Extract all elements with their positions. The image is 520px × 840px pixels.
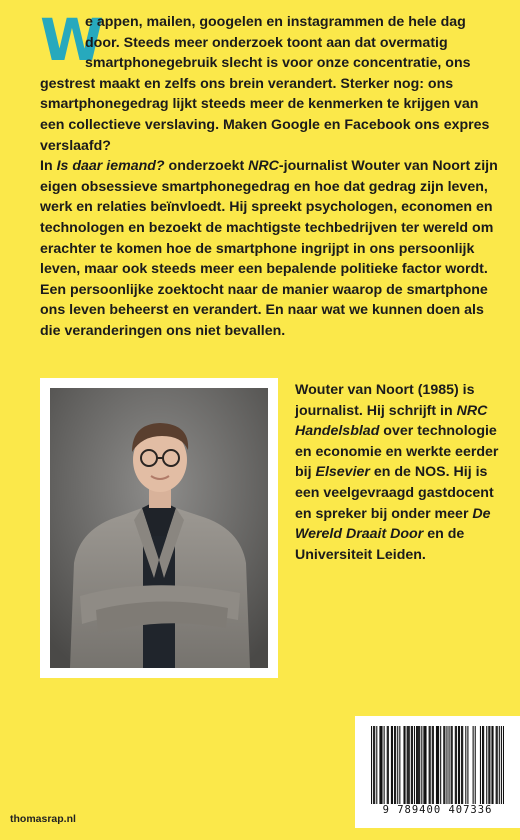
blurb-paragraph-3: Een persoonlijke zoektocht naar de manier waarop de smartphone ons leven beheerst en verandert. En naar wat we kunnen doen als die veranderingen ons niet bevallen.: [40, 281, 488, 339]
barcode-bar: [387, 726, 388, 804]
barcode-bar: [429, 726, 430, 804]
barcode-bar: [421, 726, 422, 804]
barcode-bar: [399, 726, 400, 804]
blurb-paragraph-1: [40, 6, 500, 156]
barcode-bar: [501, 726, 502, 804]
barcode-bar: [496, 726, 497, 804]
blurb-paragraph-2: [40, 156, 500, 280]
barcode-bar: [486, 726, 487, 804]
barcode-bar: [418, 726, 419, 804]
barcode-bar: [388, 726, 389, 804]
barcode-bar: [436, 726, 437, 804]
barcode-bar: [492, 726, 493, 804]
barcode-bar: [371, 726, 372, 804]
barcode-bar: [455, 726, 456, 804]
barcode-bar: [489, 726, 490, 804]
barcode-bar: [416, 726, 417, 804]
barcode-bar: [449, 726, 450, 804]
barcode-bar: [443, 726, 444, 804]
barcode-bar: [391, 726, 392, 804]
barcode-bar: [414, 726, 415, 804]
barcode-bar: [417, 726, 418, 804]
barcode-bar: [456, 726, 457, 804]
bio-text-1: (1985) is journalist. Hij schrijft in: [295, 382, 475, 419]
isbn-number: 9 789400 407336: [382, 804, 493, 816]
blurb-text-1: e appen, mailen, googelen en instagrammen de hele dag door. Steeds meer onderzoek toont aan dat overmatig smartphonegebruik slecht is voor onze concentratie, ons gestrest maakt en zelfs ons brein verandert. Sterker nog: ons smartphonegedrag lijkt steeds meer de kenmerken te krijgen van een collectieve verslaving. Maken Google en Facebook ons expres verslaafd?: [40, 14, 490, 154]
barcode-bar: [483, 726, 484, 804]
barcode-bar: [438, 726, 439, 804]
barcode-bar: [381, 726, 382, 804]
bio-text-2: over technologie en economie en werkte eerder bij: [295, 423, 499, 481]
barcode-bar: [465, 726, 466, 804]
barcode-bar: [491, 726, 492, 804]
barcode-bar: [405, 726, 406, 804]
tv-show-name: De Wereld Draait Door: [295, 505, 491, 543]
barcode-bar: [408, 726, 409, 804]
barcode-bar: [424, 726, 425, 804]
barcode-bar: [425, 726, 426, 804]
barcode-box: [355, 716, 520, 828]
barcode-bar: [461, 726, 462, 804]
barcode-bar: [411, 726, 412, 804]
barcode-bar: [423, 726, 424, 804]
barcode-bar: [446, 726, 447, 804]
barcode-bar: [499, 726, 500, 804]
author-portrait-icon: [50, 388, 268, 668]
book-title: Is daar iemand?: [56, 158, 165, 175]
blurb-text-mid: onderzoekt: [164, 158, 249, 175]
barcode-bar: [397, 726, 398, 804]
nrc-name: NRC: [248, 158, 279, 175]
bio-paragraph: [295, 380, 505, 565]
barcode-bar: [497, 726, 498, 804]
barcode-bar: [451, 726, 452, 804]
barcode-bar: [462, 726, 463, 804]
barcode-bar: [394, 726, 395, 804]
barcode-bar: [379, 726, 380, 804]
barcode-bar: [380, 726, 381, 804]
author-name: Wouter van Noort: [295, 382, 414, 398]
barcode-bar: [409, 726, 410, 804]
barcode-bar: [392, 726, 393, 804]
barcode-bar: [473, 726, 474, 804]
drop-cap-letter: W: [40, 6, 104, 74]
barcode-bar: [437, 726, 438, 804]
author-photo-frame: [40, 378, 278, 678]
barcode-bar: [475, 726, 476, 804]
publisher-url: thomasrap.nl: [10, 813, 76, 825]
barcode-bar: [458, 726, 459, 804]
barcode-bar: [452, 726, 453, 804]
magazine-name: Elsevier: [315, 464, 370, 481]
barcode-bar: [488, 726, 489, 804]
barcode-bar: [395, 726, 396, 804]
barcode-bar: [403, 726, 404, 804]
barcode-bar: [412, 726, 413, 804]
barcode-bar: [430, 726, 431, 804]
barcode-bar: [407, 726, 408, 804]
barcode-bar: [384, 726, 385, 804]
barcode-bar: [374, 726, 375, 804]
blurb-text-in: In: [40, 158, 57, 175]
newspaper-name: NRC Handelsblad: [295, 402, 488, 440]
barcode-bar: [433, 726, 434, 804]
barcode-bar: [373, 726, 374, 804]
barcode-bar: [480, 726, 481, 804]
barcode-bar: [432, 726, 433, 804]
blurb-text-2: -journalist Wouter van Noort zijn eigen obsessieve smartphonegedrag en hoe dat gedrag zijn leven, werk en relaties beïnvloedt. Hij spreekt psychologen, economen en technologen en bezoekt de machtigste techbedrijven ter wereld om erachter te komen hoe de smartphone ingrijpt in ons persoonlijk leven, maar ook steeds meer een bepalende politieke factor wordt.: [40, 158, 498, 278]
barcode-bar: [467, 726, 468, 804]
barcode-bar: [444, 726, 445, 804]
back-cover-blurb: [40, 6, 500, 342]
barcode-bar: [503, 726, 504, 804]
bio-text-3: en de NOS. Hij is een veelgevraagd gastdocent en spreker bij onder meer: [295, 464, 494, 522]
barcode-bar: [482, 726, 483, 804]
barcode-icon: [371, 726, 504, 804]
barcode-bar: [419, 726, 420, 804]
barcode-bar: [459, 726, 460, 804]
barcode-bar: [440, 726, 441, 804]
author-bio: [295, 380, 505, 565]
bio-text-4: en de Universiteit Leiden.: [295, 526, 465, 563]
barcode-bar: [376, 726, 377, 804]
